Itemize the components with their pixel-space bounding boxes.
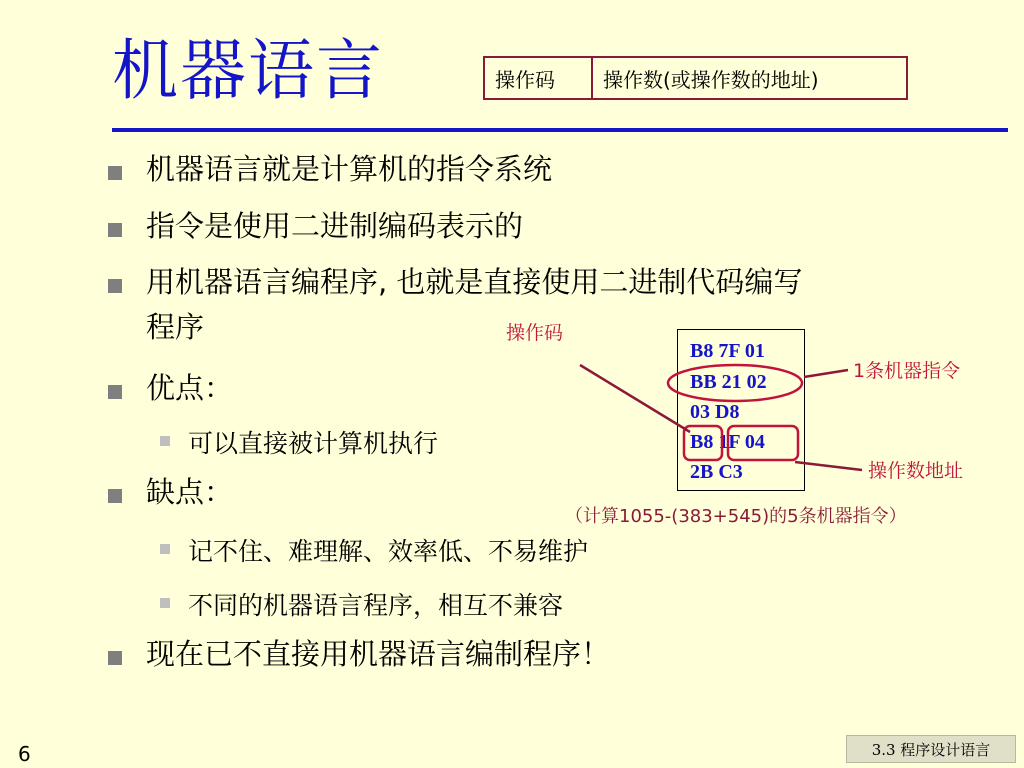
section-label: 3.3 程序设计语言 [846, 735, 1016, 763]
code-line: 03 D8 [690, 401, 740, 423]
one-instruction-annotation: 1条机器指令 [853, 360, 961, 382]
operand-highlight-box [728, 426, 798, 460]
code-line: B8 7F 01 [690, 340, 765, 362]
format-opcode-cell: 操作码 [485, 58, 593, 98]
opcode-annotation: 操作码 [506, 322, 564, 344]
sub-bullet-text: 不同的机器语言程序，相互不兼容 [188, 591, 564, 620]
bullet-text: 现在已不直接用机器语言编制程序！ [146, 637, 611, 671]
sub-bullet-text: 记不住、难理解、效率低、不易维护 [188, 537, 589, 566]
format-operand-cell: 操作数(或操作数的地址) [603, 67, 819, 92]
bullet-text: 用机器语言编程序, 也就是直接使用二进制代码编写 [146, 265, 803, 299]
code-line: BB 21 02 [690, 371, 767, 393]
sub-bullet-text: 可以直接被计算机执行 [188, 429, 439, 458]
code-line: 2B C3 [690, 461, 743, 483]
bullet-text: 机器语言就是计算机的指令系统 [146, 152, 553, 186]
instruction-highlight-ellipse [668, 365, 802, 401]
operand-pointer-line [795, 462, 862, 470]
bullet-text: 缺点： [146, 475, 234, 509]
bullet-text: 优点： [146, 371, 234, 405]
page-title: 机器语言 [112, 32, 384, 109]
instruction-pointer-line [804, 370, 848, 377]
bullet-text: 指令是使用二进制编码表示的 [146, 209, 524, 243]
calculation-caption: （计算1055-(383+545)的5条机器指令） [565, 506, 907, 527]
page-number: 6 [18, 742, 31, 766]
code-line: B8 1F 04 [690, 431, 765, 453]
bullet-text: 程序 [146, 310, 205, 344]
operand-address-annotation: 操作数地址 [868, 460, 964, 482]
